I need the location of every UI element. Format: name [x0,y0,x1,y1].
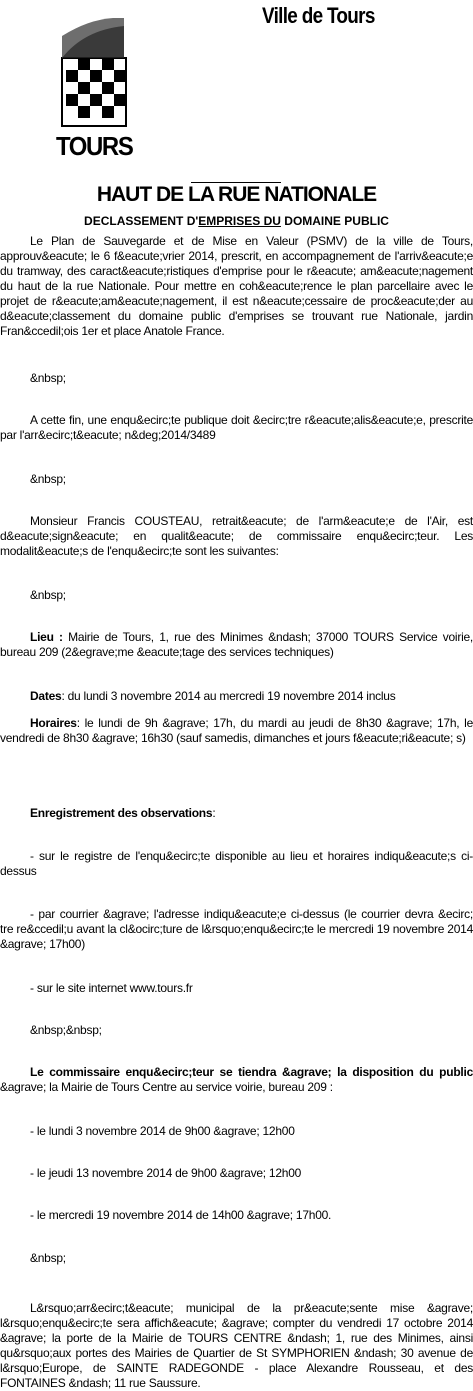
subtitle-part-2: EMPRISES DU [198,214,281,228]
horaires-text: : le lundi de 9h &agrave; 17h, du mardi au jeudi de 8h30 &agrave; 17h, le vendredi de 8h30 &agrave; 16h30 (sauf samedis, dimanches et jours f&eacute;ri&eacute; s) [0,716,473,745]
permanence-date-3: - le mercredi 19 novembre 2014 de 14h00 &agrave; 17h00. [30,1208,332,1222]
dates-paragraph [0,689,473,704]
page-subtitle [0,214,473,228]
lieu-paragraph [0,630,473,660]
subtitle-part-1: DECLASSEMENT D' [84,214,199,228]
lieu-label: Lieu : [30,630,63,644]
registration-item-1: - sur le registre de l'enqu&ecirc;te disponible au lieu et horaires indiqu&eacute;s ci-dessus [0,849,473,878]
permanence-text: &agrave; la Mairie de Tours Centre au service voirie, bureau 209 : [0,1080,333,1094]
lieu-text: Mairie de Tours, 1, rue des Minimes &ndash; 37000 TOURS Service voirie, bureau 209 (2&egrave;me &eacute;tage des services techniques) [0,630,473,659]
registration-item-2: - par courrier &agrave; l'adresse indiqu&eacute;e ci-dessus (le courrier devra &ecirc; tre re&ccedil;u avant la cl&ocirc;ture de l&rsquo;enqu&ecirc;te le mercredi 19 novembre 2014 &agrave; 17h00) [0,907,473,951]
commissioner-paragraph: Monsieur Francis COUSTEAU, retrait&eacute; de l'arm&eacute;e de l'Air, est d&eacute;sign&eacute; en qualit&eacute; de commissaire enqu&ecirc;teur. Les modalit&eacute;s de l'enqu&ecirc;te sont les suivantes: [0,514,473,558]
permanence-paragraph [0,1065,473,1095]
dates-text: : du lundi 3 novembre 2014 au mercredi 19 novembre 2014 inclus [61,689,396,703]
page-title: HAUT DE LA RUE NATIONALE [96,183,377,206]
permanence-date-1: - le lundi 3 novembre 2014 de 9h00 &agrave; 12h00 [30,1124,295,1138]
posting-paragraph: L&rsquo;arr&ecirc;t&eacute; municipal de la pr&eacute;sente mise &agrave; l&rsquo;enqu&ecirc;te sera affich&eacute; &agrave; compter du vendredi 17 octobre 2014 &agrave; la porte de la Mairie de TOURS CENTRE &ndash; 1, rue des Minimes, ainsi qu&rsquo;aux portes des Mairies de Quartier de St SYMPHORIEN &ndash; 30 avenue de l&rsquo;Europe, de SAINTE RADEGONDE - place Alexandre Rousseau, et des FONTAINES &ndash; 11 rue Saussure. [0,1301,473,1390]
enquiry-paragraph: A cette fin, une enqu&ecirc;te publique doit &ecirc;tre r&eacute;alis&eacute;e, prescrite par l'arr&ecirc;t&eacute; n&deg;2014/3489 [0,413,473,442]
intro-paragraph: Le Plan de Sauvegarde et de Mise en Valeur (PSMV) de la ville de Tours, approuv&eacute; le 6 f&eacute;vrier 2014, prescrit, en accompagnement de l'arriv&eacute;e du tramway, des caract&eacute;ristiques d'emprise pour le r&eacute; am&eacute;nagement du haut de la rue Nationale. Pour mettre en coh&eacute;rence le plan parcellaire avec le projet de r&eacute;am&eacute;nagement, il est n&eacute;cessaire de proc&eacute;der au d&eacute;classement du domaine public d'emprises se trouvant rue Nationale, jardin Fran&ccedil;ois 1er et place Anatole France. [0,234,473,338]
registration-heading [0,806,473,821]
registration-item-3: - sur le site internet www.tours.fr [30,981,193,995]
spacer-text-1: &nbsp; [30,371,66,385]
spacer-text-2: &nbsp; [30,472,66,486]
horaires-label: Horaires [30,716,77,730]
subtitle-part-3: DOMAINE PUBLIC [280,214,389,228]
spacer-text-5: &nbsp; [30,1251,66,1265]
permanence-date-2: - le jeudi 13 novembre 2014 de 9h00 &agrave; 12h00 [30,1166,302,1180]
spacer-text-4: &nbsp;&nbsp; [30,1023,102,1037]
registration-label: Enregistrement des observations [30,806,213,820]
permanence-bold: Le commissaire enqu&ecirc;teur se tiendra &agrave; la disposition du public [30,1065,473,1079]
registration-colon: : [212,806,216,820]
spacer-text-3: &nbsp; [30,588,66,602]
logo-wordmark: TOURS [56,131,133,161]
city-heading: Ville de Tours [262,3,375,28]
horaires-paragraph [0,716,473,746]
dates-label: Dates [30,689,62,703]
